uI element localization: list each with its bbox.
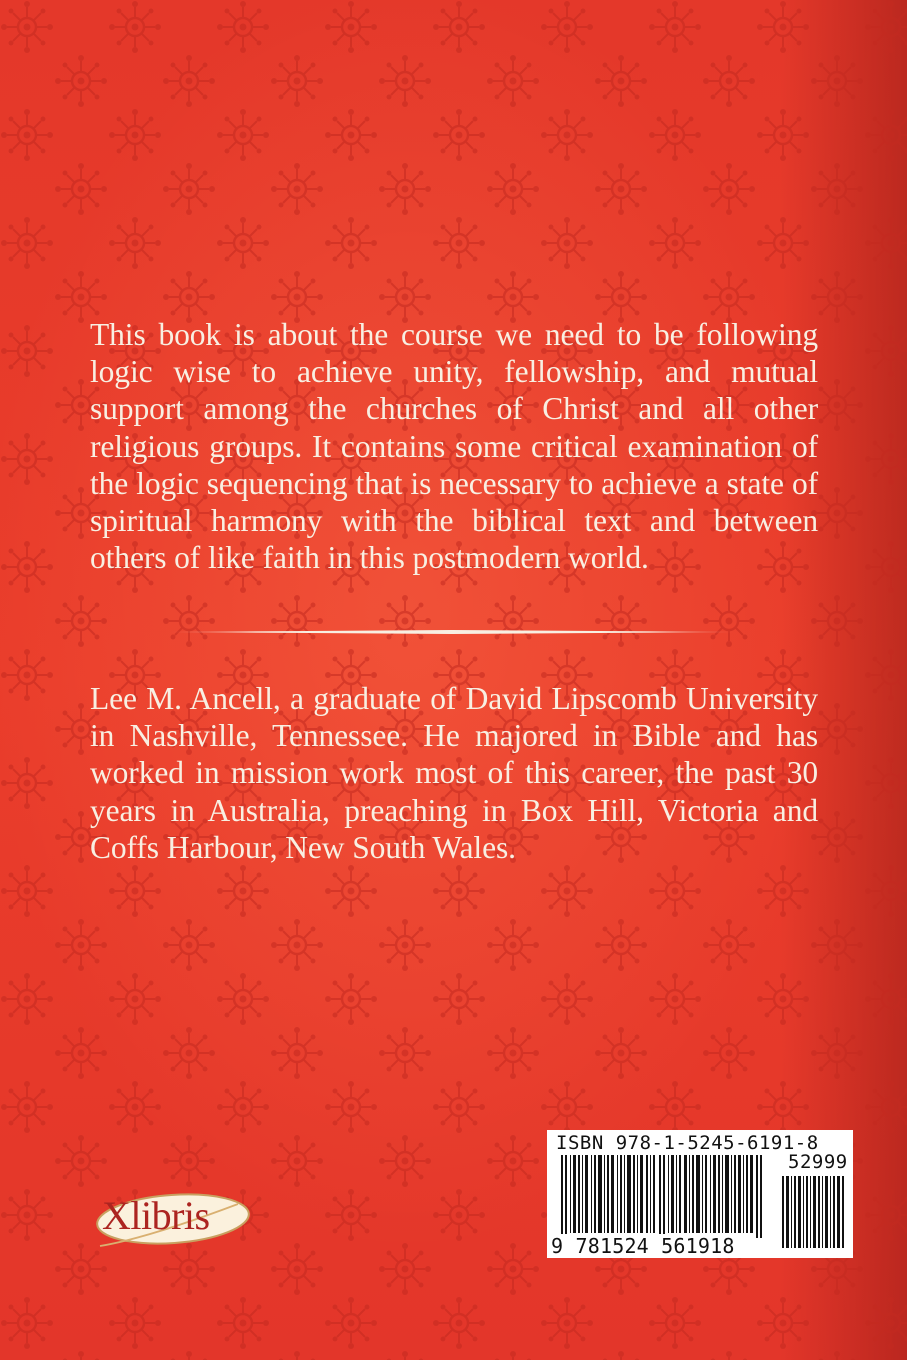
price-code: 52999 bbox=[788, 1151, 848, 1173]
book-description: This book is about the course we need to be following logic wise to achieve unity, fellowship, and mutual support among the churches of Christ and all other religious groups. It contains some critical examination of the logic sequencing that is necessary to achieve a state of spiritual harmony with the biblical text and between others of like faith in this postmodern world. bbox=[90, 317, 818, 576]
publisher-logo-text: Xlibris bbox=[102, 1193, 210, 1238]
isbn-label: ISBN 978-1-5245-6191-8 bbox=[556, 1132, 819, 1154]
author-bio: Lee M. Ancell, a graduate of David Lipscomb University in Nashville, Tennessee. He majored in Bible and has worked in mission work most of this career, the past 30 years in Australia, preaching in Box Hill, Victoria and Coffs Harbour, New South Wales. bbox=[90, 681, 818, 865]
barcode-addon-bars bbox=[782, 1176, 848, 1248]
divider-line bbox=[170, 630, 735, 634]
barcode-main-bars bbox=[561, 1155, 771, 1238]
ean-digits: 9 781524 561918 bbox=[551, 1234, 735, 1258]
